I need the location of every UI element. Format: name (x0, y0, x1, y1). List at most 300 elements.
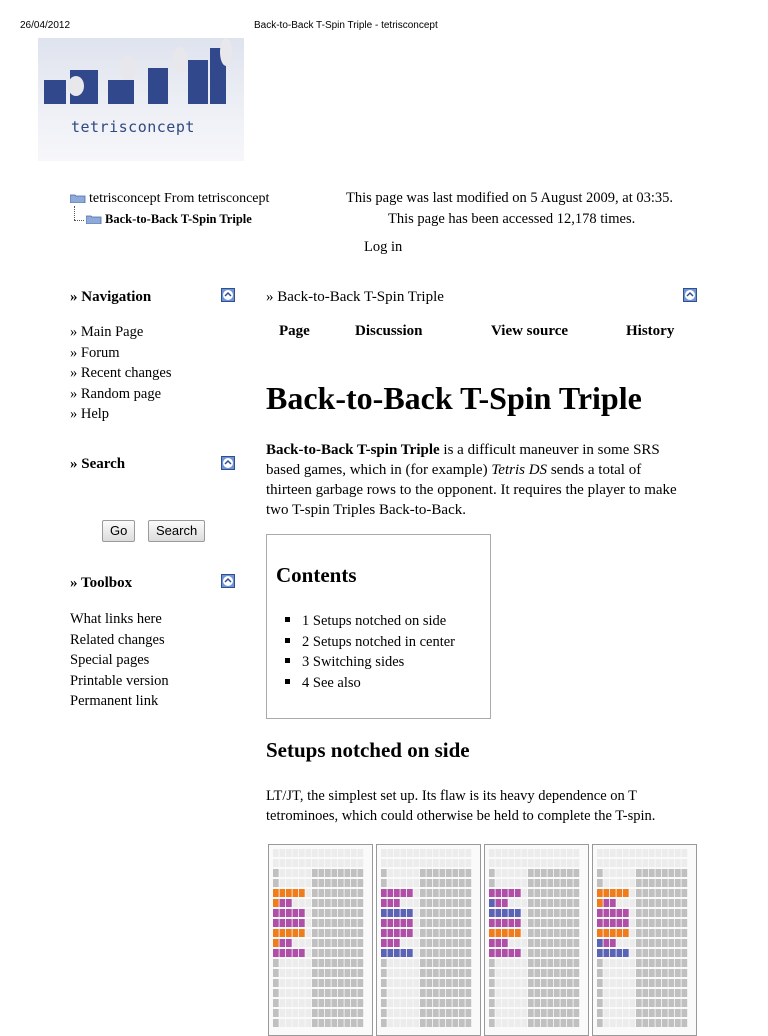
board-cell (286, 939, 292, 947)
nav-item-help[interactable]: » Help (70, 406, 110, 423)
board-cell (522, 979, 528, 987)
toc-item[interactable] (285, 611, 455, 632)
board-cell (541, 909, 547, 917)
board-cell (466, 879, 472, 887)
board-cell (312, 869, 318, 877)
board-cell (427, 879, 433, 887)
board-cell (528, 1009, 534, 1017)
board-cell (319, 869, 325, 877)
board-cell (381, 979, 387, 987)
board-cell (669, 899, 675, 907)
board-cell (528, 969, 534, 977)
board-cell (496, 879, 502, 887)
board-cell (420, 869, 426, 877)
board-cell (446, 979, 452, 987)
board-cell (286, 949, 292, 957)
board-cell (351, 949, 357, 957)
board-cell (453, 919, 459, 927)
board-cell (515, 959, 521, 967)
board-cell (388, 949, 394, 957)
board-cell (535, 849, 541, 857)
board-cell (466, 979, 472, 987)
board-cell (433, 849, 439, 857)
board-cell (682, 969, 688, 977)
board-cell (459, 919, 465, 927)
board-cell (574, 999, 580, 1007)
board-cell (358, 889, 364, 897)
collapse-icon[interactable] (221, 574, 235, 588)
board-cell (299, 899, 305, 907)
board-cell (299, 889, 305, 897)
board-cell (440, 919, 446, 927)
board-cell (401, 919, 407, 927)
board-cell (459, 849, 465, 857)
board-cell (496, 859, 502, 867)
board-cell (649, 849, 655, 857)
board-cell (502, 979, 508, 987)
board-cell (597, 959, 603, 967)
board-cell (420, 1009, 426, 1017)
board-cell (325, 979, 331, 987)
board-cell (548, 989, 554, 997)
board-cell (459, 999, 465, 1007)
board-cell (662, 849, 668, 857)
toc-item[interactable] (285, 652, 455, 673)
board-cell (401, 979, 407, 987)
tab-page[interactable]: Page (279, 323, 310, 339)
board-cell (381, 859, 387, 867)
board-cell (541, 969, 547, 977)
board-cell (293, 969, 299, 977)
board-cell (675, 929, 681, 937)
board-cell (610, 989, 616, 997)
board-cell (522, 909, 528, 917)
board-cell (675, 939, 681, 947)
board-cell (338, 989, 344, 997)
board-cell (541, 849, 547, 857)
board-cell (541, 989, 547, 997)
board-cell (299, 989, 305, 997)
board-cell (273, 929, 279, 937)
nav-item-forum[interactable]: » Forum (70, 344, 120, 361)
board-cell (496, 1019, 502, 1027)
board-cell (414, 849, 420, 857)
toolbox-printable-version[interactable]: Printable version (70, 672, 169, 689)
board-cell (643, 939, 649, 947)
board-cell (312, 929, 318, 937)
board-cell (675, 869, 681, 877)
board-cell (325, 919, 331, 927)
board-cell (617, 979, 623, 987)
board-cell (662, 909, 668, 917)
board-cell (414, 909, 420, 917)
board-cell (554, 879, 560, 887)
board-cell (669, 1009, 675, 1017)
board-cell (433, 959, 439, 967)
board-cell (420, 859, 426, 867)
board-cell (312, 949, 318, 957)
board-cell (332, 929, 338, 937)
board-cell (345, 989, 351, 997)
board-cell (548, 969, 554, 977)
board-cell (312, 1019, 318, 1027)
board-cell (319, 859, 325, 867)
board-cell (649, 859, 655, 867)
board-cell (561, 909, 567, 917)
board-cell (280, 869, 286, 877)
board-cell (332, 869, 338, 877)
breadcrumb-current[interactable] (86, 212, 252, 227)
board-cell (358, 989, 364, 997)
board-cell (466, 909, 472, 917)
board-cell (554, 859, 560, 867)
board-cell (515, 929, 521, 937)
board-cell (682, 1009, 688, 1017)
board-cell (358, 899, 364, 907)
board-cell (610, 939, 616, 947)
board-cell (325, 959, 331, 967)
intro-bold: Back-to-Back T-spin Triple (266, 442, 440, 458)
board-cell (541, 869, 547, 877)
board-cell (630, 899, 636, 907)
board-cell (554, 919, 560, 927)
board-cell (440, 979, 446, 987)
board-cell (597, 949, 603, 957)
board-cell (280, 899, 286, 907)
board-cell (319, 879, 325, 887)
board-cell (401, 1009, 407, 1017)
intro-text: based games, which in (for example) (266, 462, 492, 478)
board-cell (675, 1019, 681, 1027)
nav-item-random-page[interactable]: » Random page (70, 385, 162, 402)
board-cell (561, 889, 567, 897)
board-cell (675, 859, 681, 867)
board-cell (528, 959, 534, 967)
board-cell (522, 1019, 528, 1027)
board-cell (312, 989, 318, 997)
board-cell (548, 869, 554, 877)
board-cell (433, 1009, 439, 1017)
board-cell (420, 929, 426, 937)
toolbox-related-changes[interactable]: Related changes (70, 631, 165, 648)
board-cell (610, 959, 616, 967)
board-cell (535, 1019, 541, 1027)
board-cell (299, 979, 305, 987)
board-cell (338, 979, 344, 987)
board-cell (509, 979, 515, 987)
board-cell (459, 909, 465, 917)
board-cell (554, 1019, 560, 1027)
board-cell (675, 899, 681, 907)
board-cell (548, 929, 554, 937)
board-cell (675, 989, 681, 997)
board-cell (535, 859, 541, 867)
board-cell (345, 869, 351, 877)
board-cell (515, 969, 521, 977)
intro-paragraph (266, 440, 706, 520)
board-cell (617, 989, 623, 997)
board-cell (286, 1019, 292, 1027)
board-cell (535, 949, 541, 957)
board-cell (649, 939, 655, 947)
breadcrumb-root-label: tetrisconcept From tetrisconcept (89, 191, 270, 206)
board-cell (440, 1009, 446, 1017)
site-logo[interactable] (38, 38, 244, 161)
board-cell (440, 1019, 446, 1027)
board-cell (280, 929, 286, 937)
board-cell (522, 879, 528, 887)
nav-item-recent-changes[interactable]: » Recent changes (70, 365, 172, 382)
board-cell (597, 899, 603, 907)
board-cell (489, 919, 495, 927)
board-cell (509, 859, 515, 867)
board-cell (597, 979, 603, 987)
board-cell (656, 959, 662, 967)
toolbox-special-pages[interactable]: Special pages (70, 652, 150, 669)
board-cell (669, 869, 675, 877)
board-cell (414, 939, 420, 947)
board-cell (453, 1009, 459, 1017)
board-cell (528, 849, 534, 857)
board-cell (643, 989, 649, 997)
board-cell (522, 959, 528, 967)
board-cell (381, 999, 387, 1007)
board-cell (466, 849, 472, 857)
board-cell (682, 879, 688, 887)
toolbox-what-links-here[interactable]: What links here (70, 611, 162, 627)
board-cell (453, 989, 459, 997)
board-cell (554, 1009, 560, 1017)
board-cell (597, 989, 603, 997)
board-cell (351, 869, 357, 877)
board-cell (636, 939, 642, 947)
board-cell (381, 939, 387, 947)
collapse-icon[interactable] (221, 456, 235, 470)
board-cell (515, 889, 521, 897)
board-cell (610, 929, 616, 937)
board-cell (675, 879, 681, 887)
board-cell (604, 909, 610, 917)
board-cell (407, 949, 413, 957)
board-cell (496, 959, 502, 967)
board-cell (273, 859, 279, 867)
board-cell (345, 1019, 351, 1027)
board-cell (535, 979, 541, 987)
board-cell (319, 1009, 325, 1017)
board-cell (433, 869, 439, 877)
tree-line (74, 206, 76, 220)
board-cell (358, 849, 364, 857)
board-cell (630, 1009, 636, 1017)
board-cell (332, 959, 338, 967)
board-cell (541, 889, 547, 897)
board-cell (332, 879, 338, 887)
board-cell (381, 1009, 387, 1017)
board-cell (325, 989, 331, 997)
login-link[interactable]: Log in (364, 239, 403, 255)
board-cell (414, 999, 420, 1007)
board-cell (515, 1009, 521, 1017)
board-cell (656, 939, 662, 947)
board-cell (351, 899, 357, 907)
intro-text: sends a total of (547, 462, 642, 478)
board-cell (541, 919, 547, 927)
board-cell (459, 889, 465, 897)
board-cell (273, 989, 279, 997)
board-cell (338, 959, 344, 967)
board-cell (561, 999, 567, 1007)
board-cell (610, 879, 616, 887)
board-cell (407, 889, 413, 897)
board-cell (675, 949, 681, 957)
board-cell (515, 849, 521, 857)
board-cell (280, 879, 286, 887)
board-cell (489, 949, 495, 957)
board-cell (522, 1009, 528, 1017)
board-cell (299, 849, 305, 857)
board-cell (306, 989, 312, 997)
board-cell (561, 1009, 567, 1017)
board-cell (643, 859, 649, 867)
board-cell (522, 939, 528, 947)
board-cell (630, 949, 636, 957)
board-cell (502, 939, 508, 947)
board-cell (388, 859, 394, 867)
board-cell (273, 869, 279, 877)
board-cell (617, 1009, 623, 1017)
board-cell (433, 889, 439, 897)
board-cell (496, 929, 502, 937)
board-cell (273, 889, 279, 897)
board-cell (561, 899, 567, 907)
board-cell (332, 1019, 338, 1027)
board-cell (489, 849, 495, 857)
tab-history[interactable]: History (626, 323, 675, 339)
toc-item[interactable] (285, 673, 455, 694)
board-cell (502, 899, 508, 907)
board-cell (489, 899, 495, 907)
board-cell (528, 929, 534, 937)
tab-view-source[interactable]: View source (491, 323, 569, 339)
board-cell (496, 1009, 502, 1017)
board-cell (554, 949, 560, 957)
board-cell (381, 899, 387, 907)
board-cell (597, 1019, 603, 1027)
board-cell (459, 959, 465, 967)
board-cell (597, 849, 603, 857)
board-cell (433, 939, 439, 947)
board-cell (332, 899, 338, 907)
toc-item[interactable] (285, 632, 455, 653)
board-cell (414, 859, 420, 867)
board-cell (548, 999, 554, 1007)
board-cell (280, 909, 286, 917)
board-cell (643, 879, 649, 887)
board-cell (388, 979, 394, 987)
board-cell (604, 949, 610, 957)
toolbox-permanent-link[interactable]: Permanent link (70, 693, 159, 710)
board-cell (656, 849, 662, 857)
tab-discussion[interactable]: Discussion (355, 323, 423, 339)
board-cell (643, 909, 649, 917)
collapse-icon[interactable] (221, 288, 235, 302)
board-cell (466, 919, 472, 927)
board-cell (401, 869, 407, 877)
board-cell (554, 999, 560, 1007)
board-cell (446, 899, 452, 907)
board-cell (286, 909, 292, 917)
board-cell (446, 879, 452, 887)
board-cell (312, 939, 318, 947)
board-cell (502, 949, 508, 957)
board-cell (319, 1019, 325, 1027)
board-cell (280, 989, 286, 997)
board-cell (358, 879, 364, 887)
board-cell (502, 969, 508, 977)
board-cell (351, 929, 357, 937)
board-cell (466, 989, 472, 997)
toc-item-label: 3 Switching sides (302, 654, 405, 670)
breadcrumb-root[interactable] (70, 191, 269, 207)
board-cell (459, 1019, 465, 1027)
board-cell (338, 939, 344, 947)
board-cell (394, 889, 400, 897)
search-button[interactable]: Search (148, 520, 205, 542)
board-cell (394, 979, 400, 987)
board-cell (407, 859, 413, 867)
board-cell (675, 959, 681, 967)
collapse-icon[interactable] (683, 288, 697, 302)
board-cell (394, 1009, 400, 1017)
board-cell (319, 919, 325, 927)
board-cell (561, 929, 567, 937)
board-cell (567, 869, 573, 877)
tetris-ds-link[interactable]: Tetris DS (491, 462, 548, 478)
board-cell (420, 899, 426, 907)
board-cell (401, 889, 407, 897)
nav-item-main-page[interactable]: » Main Page (70, 324, 144, 340)
board-cell (496, 989, 502, 997)
board-cell (502, 1019, 508, 1027)
board-cell (597, 939, 603, 947)
board-cell (299, 949, 305, 957)
board-cell (440, 869, 446, 877)
board-cell (662, 929, 668, 937)
board-cell (649, 929, 655, 937)
board-cell (574, 939, 580, 947)
board-cell (643, 899, 649, 907)
board-cell (401, 909, 407, 917)
board-cell (489, 939, 495, 947)
board-cell (446, 919, 452, 927)
board-cell (548, 889, 554, 897)
board-cell (669, 909, 675, 917)
board-cell (656, 989, 662, 997)
board-cell (535, 1009, 541, 1017)
board-cell (509, 959, 515, 967)
board-cell (293, 879, 299, 887)
board-cell (338, 859, 344, 867)
board-cell (554, 869, 560, 877)
board-cell (515, 939, 521, 947)
board-cell (388, 1019, 394, 1027)
board-cell (682, 849, 688, 857)
board-cell (636, 869, 642, 877)
board-cell (574, 869, 580, 877)
go-button[interactable]: Go (102, 520, 135, 542)
board-cell (489, 1009, 495, 1017)
board-cell (515, 979, 521, 987)
